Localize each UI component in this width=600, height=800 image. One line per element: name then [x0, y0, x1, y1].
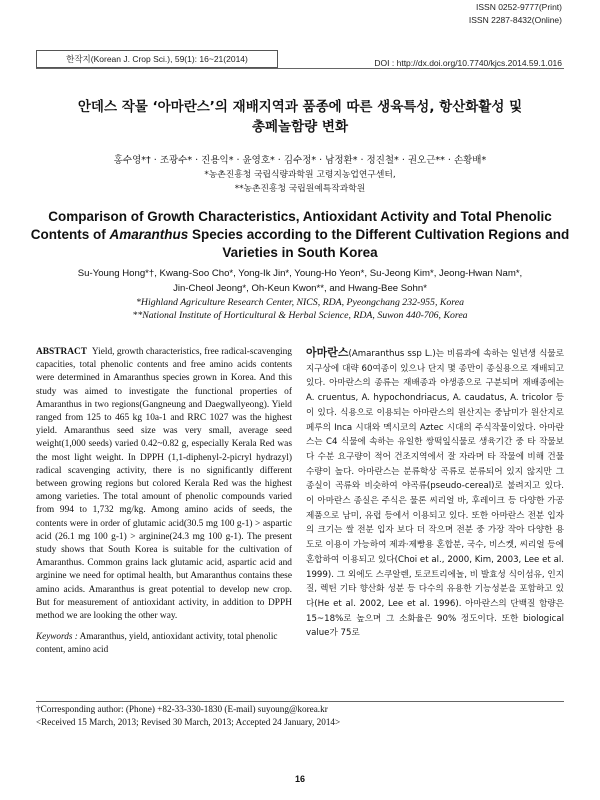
korean-title-line-2: 총페놀함량 변화: [252, 119, 348, 135]
korean-title-line-1: 안데스 작물 ‘아마란스’의 재배지역과 품종에 따른 생육특성, 항산화활성 및: [77, 99, 523, 115]
keywords: [36, 630, 292, 656]
footnote-rule: [36, 701, 564, 702]
intro-lead: 아마란스: [306, 346, 349, 359]
english-affiliation-1: *Highland Agriculture Research Center, NICS, RDA, Pyeongchang 232-955, Korea: [136, 297, 464, 308]
journal-citation-box: [36, 50, 278, 68]
english-title-line-3: Varieties in South Korea: [222, 245, 378, 260]
issn-online: ISSN 2287-8432(Online): [468, 15, 562, 25]
doi-link[interactable]: DOI : http://dx.doi.org/10.7740/kjcs.2014.59.1.016: [374, 58, 562, 68]
journal-citation: 한작지(Korean J. Crop Sci.), 59(1): 16~21(2014): [66, 54, 248, 64]
english-authors-line-2: Jin-Cheol Jeong*, Oh-Keun Kwon**, and Hwang-Bee Sohn*: [173, 283, 427, 294]
korean-affiliation-2: **농촌진흥청 국립원예특작과학원: [234, 184, 366, 194]
keywords-label: Keywords :: [36, 631, 78, 641]
english-title-line-2: Contents of Amaranthus Species according to the Different Cultivation Regions and: [30, 227, 570, 242]
korean-affiliation-1: *농촌진흥청 국립식량과학원 고령지농업연구센터,: [204, 170, 396, 180]
issn-print: ISSN 0252-9777(Print): [476, 2, 562, 12]
english-title-line-1: Comparison of Growth Characteristics, Antioxidant Activity and Total Phenolic: [48, 209, 552, 224]
english-authors-line-1: Su-Young Hong*†, Kwang-Soo Cho*, Yong-Ik Jin*, Young-Ho Yeon*, Su-Jeong Kim*, Jeong-Hwan Nam*,: [77, 268, 523, 279]
english-affiliation-2: **National Institute of Horticultural & Herbal Science, RDA, Suwon 440-706, Korea: [132, 310, 468, 321]
header-rule: [36, 68, 564, 69]
genus-name: Amaranthus: [109, 227, 189, 242]
received-dates: <Received 15 March, 2013; Revised 30 March, 2013; Accepted 24 January, 2014>: [36, 717, 341, 727]
abstract-label: ABSTRACT: [36, 347, 88, 357]
abstract-text: Yield, growth characteristics, free radical-scavenging capacities, total phenolic contents and free amino acids contents were determined in Amaranthus species grown in Korea. And this study was aimed to investigate the functional properties of Amaranthus in two regions(Gangneung and Daegwallyeong). Yield ranged from 125 to 465 kg 10a-1 and RRC 1027 was the highest yield. Amaranthus seed size was very small, average seed weight(1,000 seeds) varied 0.42~0.82 g, especially Kerala Red was the most light weight. In DPPH (1,1-diphenyl-2-picryl hydrazyl) radical scavenging activity, there is no significantly different between growing regions but colored Kerala Red was the highest among varieties. The total amount of phenolic compounds varied from 994 to 1,732 mg/kg. Among amino acids of seeds, the contents were in order of glutamic acid(30.5 mg 100 g-1) > aspartic acid (26.1 mg 100 g-1) > arginine(24.3 mg 100 g-1). The present study shows that South Korea is suitable for the cultivation of Amaranthus. Common grains lack glutamic acid, aspartic acid and arginine we need for optimal health, but Amaranthus contains these amino acids. Amaranthus is great potential to develop new crop. But for measurement of antioxidant activity, in addition to DPPH method we are looking the other way.: [36, 347, 292, 622]
keywords-text: Amaranthus, yield, antioxidant activity, total phenolic content, amino acid: [36, 631, 278, 654]
intro-text: (Amaranthus ssp L.)는 비름과에 속하는 일년생 식물로 지구상에 대략 60여종이 있으나 단지 몇 종만이 종실용으로 재배되고 있다. 아마란스의 종류는 재배종과 야생종으로 구분되며 재배종에는 A. cruentus, A. hypochondriacus, A. caudatus, A. tricolor 등이 있다. 식용으로 이용되는 아마란스의 원산지는 중남미가 원산지로 페루의 Inca 시대와 멕시코의 Aztec 시대의 주식작물이었다. 아마란스는 C4 식물에 속하는 유일한 쌍떡잎식물로 생육기간 중 타 작물보다 수분 요구량이 적어 건조지역에서 잘 자라며 타 작물에 비해 건물수량이 높다. 아마란스는 분류학상 곡류로 분류되어 있지 않지만 그 종실이 곡류와 비슷하여 야곡류(pseudo-cereal)로 불려지고 있다. 이 아마란스 종실은 주식은 물론 씨리얼 바, 후레이크 등 다양한 가공제품으로 남미, 유럽 등에서 이용되고 있다. 또한 아마란스 전분 입자의 크기는 쌀 전분 입자 보다 더 작으며 전분 중 가장 작아 다양한 용도로 이용이 가능하여 제과·제빵용 혼합분, 국수, 비스켓, 씨리얼 등에 혼합하여 이용되고 있다(Choi et al., 2000, Kim, 2003, Lee et al. 1999). 그 외에도 스쿠알렌, 토코트리에놀, 비 발효성 식이섬유, 인지질, 렉틴 기타 향산화 성분 등 다수의 유용한 기능성분을 포함하고 있다(He et al. 2002, Lee et al. 1996). 아마란스의 단백질 함량은 15~18%로 높으며 그 소화율은 90% 정도이다. 또한 biological value가 75로: [306, 349, 564, 639]
abstract: [36, 346, 292, 623]
introduction: [306, 346, 564, 641]
page-number: 16: [294, 774, 305, 784]
korean-authors: 홍수영*† · 조광수* · 진용익* · 윤영호* · 김수정* · 남정환* · 정진철* · 권오근** · 손황배*: [113, 155, 487, 166]
corresponding-author: †Corresponding author: (Phone) +82-33-330-1830 (E-mail) suyoung@korea.kr: [36, 704, 328, 714]
